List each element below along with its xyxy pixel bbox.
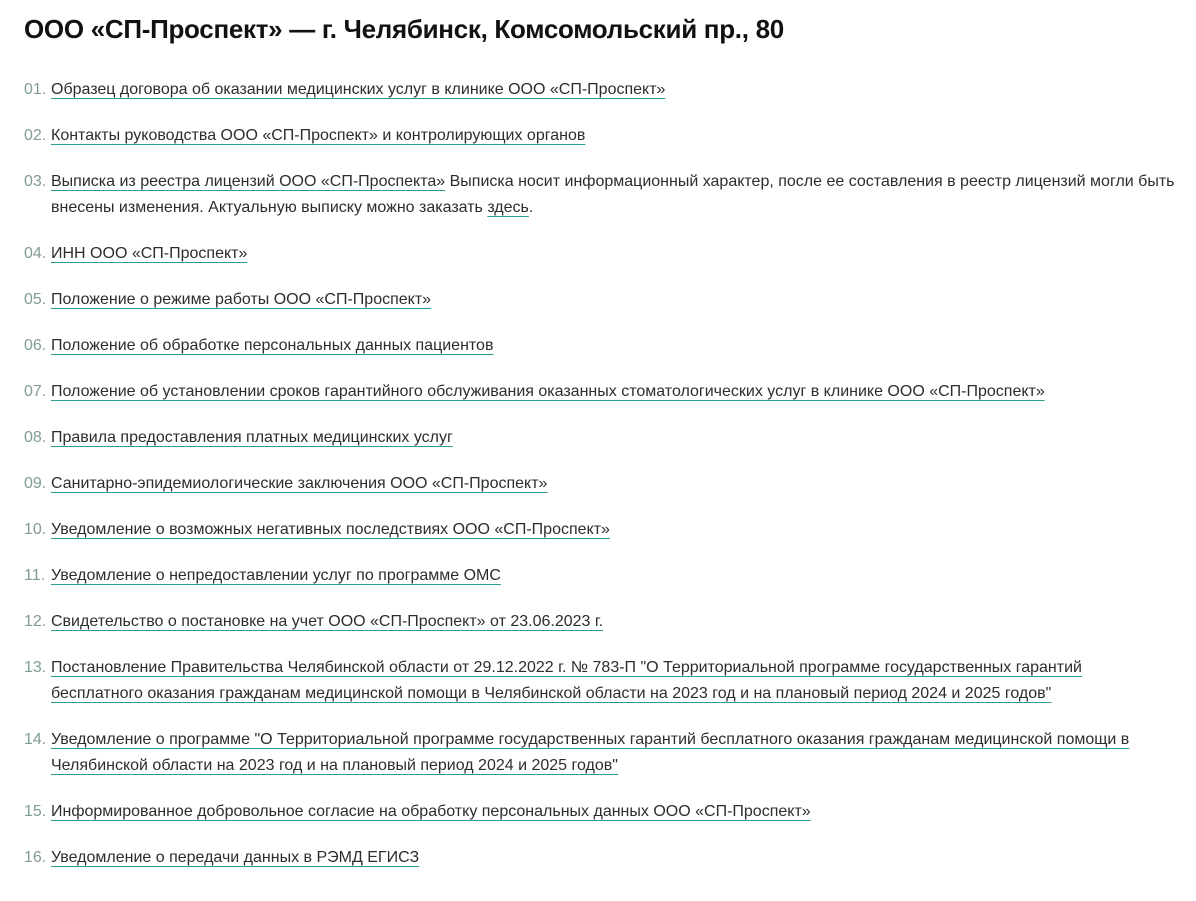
item-text [51, 563, 1176, 589]
document-link[interactable]: Выписка из реестра лицензий ООО «СП-Проспекта» [51, 173, 446, 190]
item-text [51, 425, 1176, 451]
list-item [24, 123, 1176, 149]
item-text [51, 287, 1176, 313]
page-title: ООО «СП-Проспект» — г. Челябинск, Комсомольский пр., 80 [24, 14, 784, 44]
list-item [24, 241, 1176, 267]
item-number: 16. [24, 849, 47, 866]
item-number: 07. [24, 383, 47, 400]
item-text [51, 609, 1176, 635]
document-link[interactable]: Уведомление о передачи данных в РЭМД ЕГИСЗ [51, 849, 420, 866]
item-plain-text: Выписка носит информационный характер, после ее составления в реестр лицензий могли быть внесены изменения. Актуальную выписку можно заказать [51, 173, 1175, 216]
item-text [51, 845, 1176, 871]
item-number: 08. [24, 429, 47, 446]
document-link[interactable]: Образец договора об оказании медицинских услуг в клинике ООО «СП-Проспект» [51, 81, 666, 98]
item-number: 01. [24, 81, 47, 98]
item-text [51, 517, 1176, 543]
document-link[interactable]: ИНН ООО «СП-Проспект» [51, 245, 248, 262]
item-plain-text: . [528, 199, 534, 216]
document-link[interactable]: Положение о режиме работы ООО «СП-Проспект» [51, 291, 432, 308]
item-number: 15. [24, 803, 47, 820]
document-link[interactable]: Правила предоставления платных медицинских услуг [51, 429, 453, 446]
list-item [24, 77, 1176, 103]
document-link[interactable]: Уведомление о программе "О Территориальной программе государственных гарантий бесплатного оказания гражданам медицинской помощи в Челябинской области на 2023 год и на плановый период 2024 и 2025 годов" [51, 731, 1130, 774]
item-text [51, 799, 1176, 825]
list-item [24, 563, 1176, 589]
item-text [51, 169, 1176, 221]
list-item [24, 609, 1176, 635]
document-link[interactable]: Контакты руководства ООО «СП-Проспект» и контролирующих органов [51, 127, 586, 144]
list-item [24, 425, 1176, 451]
document-link[interactable]: Уведомление о возможных негативных последствиях ООО «СП-Проспект» [51, 521, 610, 538]
item-text [51, 471, 1176, 497]
item-number: 05. [24, 291, 47, 308]
item-number: 04. [24, 245, 47, 262]
document-link[interactable]: Положение об установлении сроков гарантийного обслуживания оказанных стоматологических услуг в клинике ООО «СП-Проспект» [51, 383, 1045, 400]
document-link[interactable]: Свидетельство о постановке на учет ООО «СП-Проспект» от 23.06.2023 г. [51, 613, 604, 630]
item-number: 12. [24, 613, 47, 630]
document-list [24, 77, 1176, 871]
item-text [51, 241, 1176, 267]
item-text [51, 77, 1176, 103]
item-text [51, 727, 1176, 779]
document-link[interactable]: Положение об обработке персональных данных пациентов [51, 337, 494, 354]
document-link[interactable]: Уведомление о непредоставлении услуг по программе ОМС [51, 567, 501, 584]
item-text [51, 123, 1176, 149]
list-item [24, 287, 1176, 313]
item-number: 13. [24, 659, 47, 676]
list-item [24, 727, 1176, 779]
list-item [24, 517, 1176, 543]
list-item [24, 471, 1176, 497]
list-item [24, 169, 1176, 221]
document-link[interactable]: Постановление Правительства Челябинской области от 29.12.2022 г. № 783-П "О Территориальной программе государственных гарантий бесплатного оказания гражданам медицинской помощи в Челябинской области на 2023 год и на плановый период 2024 и 2025 годов" [51, 659, 1082, 702]
item-number: 11. [24, 567, 46, 584]
list-item [24, 655, 1176, 707]
item-text [51, 655, 1176, 707]
list-item [24, 333, 1176, 359]
item-number: 14. [24, 731, 47, 748]
list-item [24, 379, 1176, 405]
item-text [51, 379, 1176, 405]
item-number: 09. [24, 475, 47, 492]
document-link[interactable]: Информированное добровольное согласие на обработку персональных данных ООО «СП-Проспект» [51, 803, 811, 820]
item-number: 10. [24, 521, 47, 538]
item-text [51, 333, 1176, 359]
item-number: 02. [24, 127, 47, 144]
item-number: 06. [24, 337, 47, 354]
document-link[interactable]: здесь [487, 199, 529, 216]
item-number: 03. [24, 173, 47, 190]
document-link[interactable]: Санитарно-эпидемиологические заключения ООО «СП-Проспект» [51, 475, 548, 492]
list-item [24, 799, 1176, 825]
list-item [24, 845, 1176, 871]
